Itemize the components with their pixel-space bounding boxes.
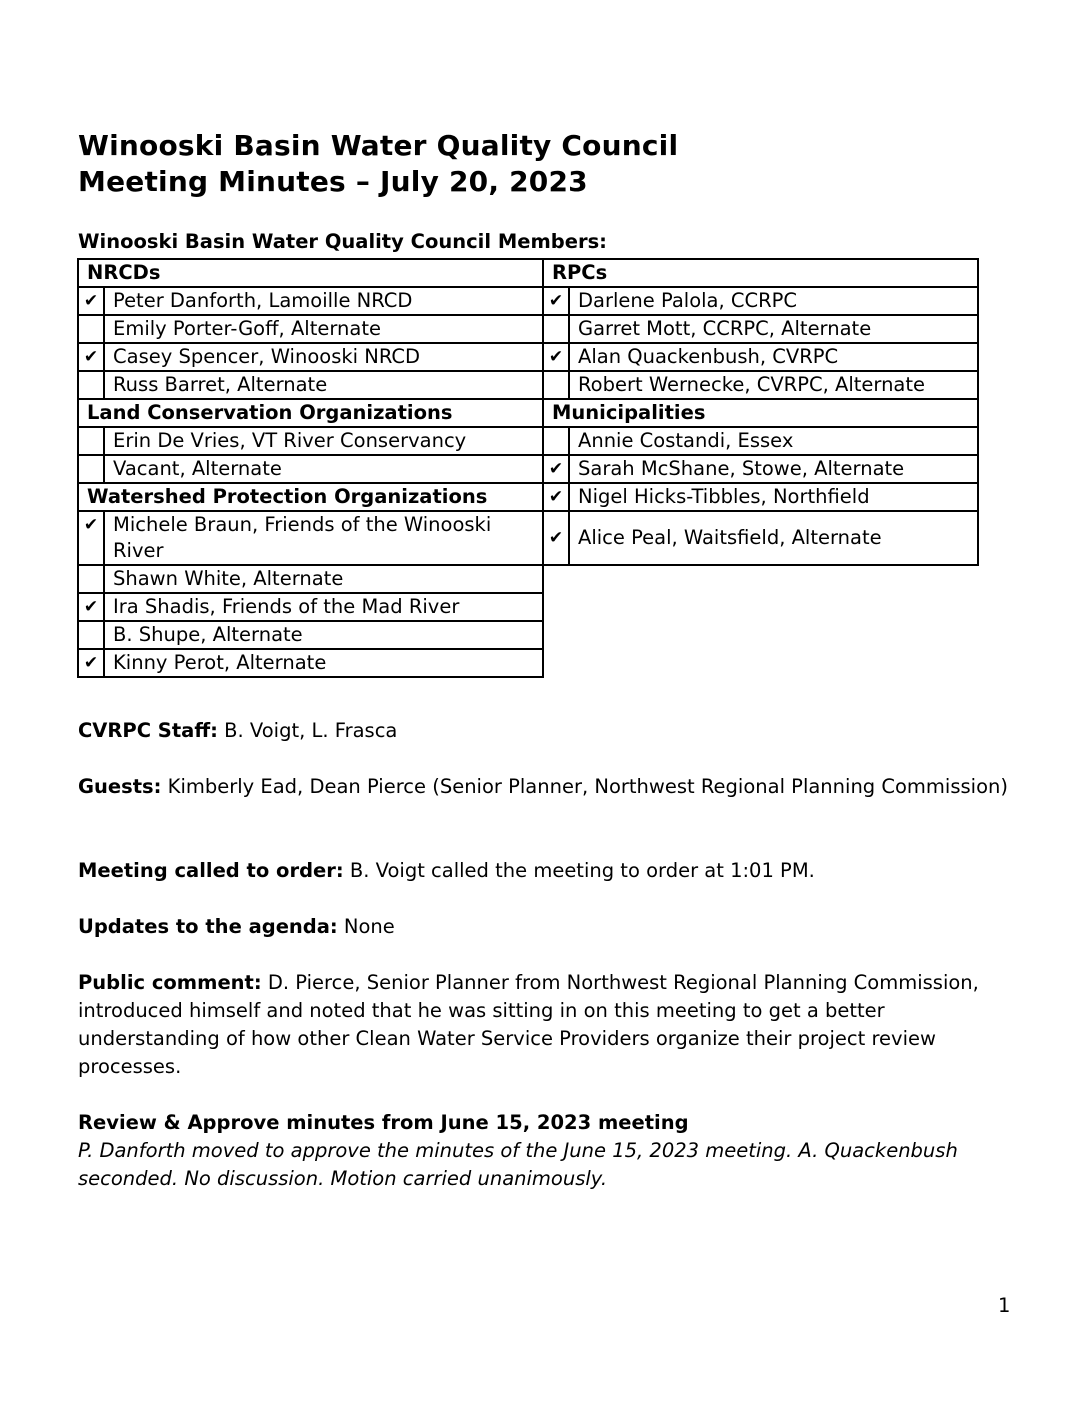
checkmark-cell — [78, 621, 104, 649]
member-name: Emily Porter-Goff, Alternate — [104, 315, 543, 343]
group-header-nrcds: NRCDs — [78, 259, 543, 287]
empty-cell — [543, 565, 978, 593]
called-to-order-label: Meeting called to order: — [78, 859, 344, 882]
table-row — [78, 621, 978, 649]
member-name: Garret Mott, CCRPC, Alternate — [569, 315, 978, 343]
member-name: B. Shupe, Alternate — [104, 621, 543, 649]
member-name: Casey Spencer, Winooski NRCD — [104, 343, 543, 371]
table-row — [78, 511, 978, 565]
agenda-updates-label: Updates to the agenda: — [78, 915, 338, 938]
called-to-order-text: B. Voigt called the meeting to order at 1:01 PM. — [343, 859, 815, 882]
table-row — [78, 427, 978, 455]
member-name: Michele Braun, Friends of the Winooski River — [104, 511, 543, 565]
empty-cell — [543, 649, 978, 677]
checkmark-icon: ✔ — [543, 455, 569, 483]
member-name: Nigel Hicks-Tibbles, Northfield — [569, 483, 978, 511]
checkmark-icon: ✔ — [78, 593, 104, 621]
group-header-land-conservation: Land Conservation Organizations — [78, 399, 543, 427]
table-row — [78, 343, 978, 371]
table-row — [78, 455, 978, 483]
checkmark-icon: ✔ — [543, 287, 569, 315]
checkmark-cell — [543, 371, 569, 399]
members-table — [77, 258, 979, 678]
checkmark-icon: ✔ — [543, 483, 569, 511]
agenda-updates-text: None — [337, 915, 395, 938]
staff-label: CVRPC Staff: — [78, 719, 218, 742]
table-row — [78, 649, 978, 677]
table-row — [78, 399, 978, 427]
member-name: Kinny Perot, Alternate — [104, 649, 543, 677]
member-name: Russ Barret, Alternate — [104, 371, 543, 399]
checkmark-cell — [543, 427, 569, 455]
called-to-order-paragraph — [78, 857, 1018, 885]
member-name: Sarah McShane, Stowe, Alternate — [569, 455, 978, 483]
title-line-1: Winooski Basin Water Quality Council — [78, 129, 679, 162]
checkmark-cell — [78, 315, 104, 343]
checkmark-icon: ✔ — [78, 511, 104, 565]
table-row — [78, 483, 978, 511]
staff-paragraph — [78, 717, 1018, 745]
document-title — [78, 128, 678, 200]
member-name: Robert Wernecke, CVRPC, Alternate — [569, 371, 978, 399]
member-name: Erin De Vries, VT River Conservancy — [104, 427, 543, 455]
member-name: Vacant, Alternate — [104, 455, 543, 483]
guests-text: Kimberly Ead, Dean Pierce (Senior Planner, Northwest Regional Planning Commission) — [161, 775, 1008, 798]
review-minutes-section — [78, 1109, 1018, 1193]
guests-label: Guests: — [78, 775, 162, 798]
checkmark-icon: ✔ — [543, 343, 569, 371]
empty-cell — [543, 593, 978, 621]
review-minutes-heading: Review & Approve minutes from June 15, 2023 meeting — [78, 1111, 689, 1134]
member-name: Alice Peal, Waitsfield, Alternate — [569, 511, 978, 565]
group-header-municipalities: Municipalities — [543, 399, 978, 427]
review-minutes-text: P. Danforth moved to approve the minutes of the June 15, 2023 meeting. A. Quackenbush seconded. No discussion. Motion carried unanimously. — [78, 1139, 958, 1190]
checkmark-icon: ✔ — [543, 511, 569, 565]
checkmark-cell — [78, 371, 104, 399]
checkmark-icon: ✔ — [78, 287, 104, 315]
table-row — [78, 287, 978, 315]
checkmark-cell — [78, 427, 104, 455]
public-comment-label: Public comment: — [78, 971, 262, 994]
staff-text: B. Voigt, L. Frasca — [217, 719, 398, 742]
checkmark-icon: ✔ — [78, 649, 104, 677]
table-row — [78, 259, 978, 287]
table-row — [78, 593, 978, 621]
member-name: Peter Danforth, Lamoille NRCD — [104, 287, 543, 315]
member-name: Annie Costandi, Essex — [569, 427, 978, 455]
members-heading: Winooski Basin Water Quality Council Members: — [78, 230, 607, 253]
agenda-updates-paragraph — [78, 913, 1018, 941]
title-line-2: Meeting Minutes – July 20, 2023 — [78, 165, 588, 198]
page-number: 1 — [998, 1294, 1011, 1317]
public-comment-text: D. Pierce, Senior Planner from Northwest Regional Planning Commission, introduced himself and noted that he was sitting in on this meeting to get a better understanding of how other Clean Water Service Providers organize their project review processes. — [78, 971, 979, 1078]
checkmark-cell — [78, 565, 104, 593]
checkmark-icon: ✔ — [78, 343, 104, 371]
checkmark-cell — [543, 315, 569, 343]
guests-paragraph — [78, 773, 1018, 801]
group-header-watershed-protection: Watershed Protection Organizations — [78, 483, 543, 511]
member-name: Darlene Palola, CCRPC — [569, 287, 978, 315]
table-row — [78, 371, 978, 399]
group-header-rpcs: RPCs — [543, 259, 978, 287]
table-row — [78, 315, 978, 343]
public-comment-paragraph — [78, 969, 1018, 1081]
member-name: Ira Shadis, Friends of the Mad River — [104, 593, 543, 621]
checkmark-cell — [78, 455, 104, 483]
member-name: Alan Quackenbush, CVRPC — [569, 343, 978, 371]
empty-cell — [543, 621, 978, 649]
member-name: Shawn White, Alternate — [104, 565, 543, 593]
table-row — [78, 565, 978, 593]
